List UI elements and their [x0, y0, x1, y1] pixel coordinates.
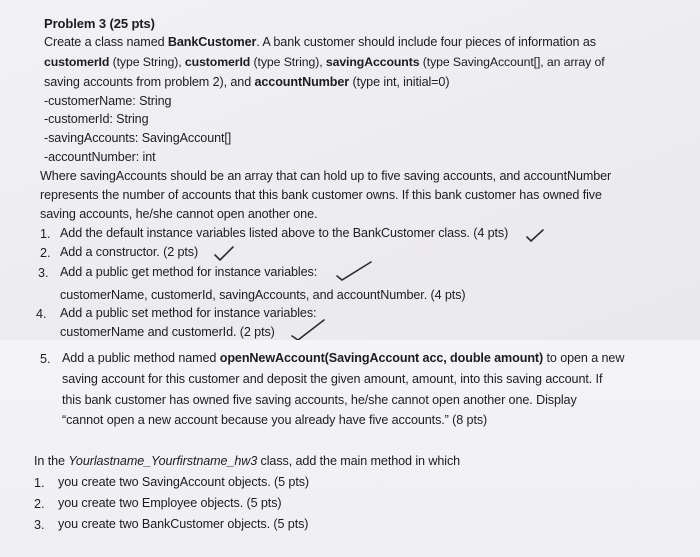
- field-name-bold: customerId: [44, 55, 110, 69]
- main-item-1-text: you create two SavingAccount objects. (5 pts): [58, 475, 310, 489]
- intro-text: (type SavingAccount[], an array of: [419, 55, 605, 69]
- intro-text: saving accounts from problem 2), and: [44, 75, 255, 89]
- item-number: 2.: [40, 246, 51, 260]
- main-intro-text: In the: [34, 454, 69, 468]
- main-intro-text: class, add the main method in which: [257, 454, 461, 468]
- item-5-text-line-1: [62, 352, 624, 365]
- field-customer-id: -customerId: String: [44, 112, 149, 126]
- main-intro: [34, 455, 460, 468]
- intro-text: (type String),: [250, 55, 326, 69]
- item-number: 5.: [40, 352, 51, 366]
- item-number: 2.: [34, 497, 45, 511]
- problem-title: Problem 3 (25 pts): [44, 16, 155, 31]
- description-line-3: saving accounts, he/she cannot open another one.: [40, 207, 318, 221]
- checkmark-icon: [335, 260, 373, 282]
- intro-text: (type int, initial=0): [349, 75, 450, 89]
- method-signature-bold: openNewAccount(SavingAccount acc, double amount): [219, 351, 544, 365]
- item-5-text: to open a new: [543, 351, 625, 365]
- intro-line-2: [44, 56, 605, 68]
- item-5-text-line-2: saving account for this customer and deposit the given amount, amount, into this saving account. If: [62, 372, 603, 386]
- item-4-text-line-1: Add a public set method for instance variables:: [60, 306, 317, 320]
- item-4-text-line-2: customerName and customerId. (2 pts): [60, 325, 275, 339]
- item-number: 1.: [40, 227, 51, 241]
- main-item-3-text: you create two BankCustomer objects. (5 pts): [58, 517, 309, 531]
- item-number: 3.: [38, 266, 49, 280]
- item-1-text: Add the default instance variables listed above to the BankCustomer class. (4 pts): [60, 226, 509, 240]
- item-2-text: Add a constructor. (2 pts): [60, 245, 199, 259]
- item-5-text-line-4: “cannot open a new account because you already have five accounts.” (8 pts): [62, 413, 488, 427]
- item-number: 1.: [34, 476, 45, 490]
- item-5-text-line-3: this bank customer has owned five saving accounts, he/she cannot open another one. Display: [62, 393, 577, 407]
- main-item-2-text: you create two Employee objects. (5 pts): [58, 496, 282, 510]
- class-name-bold: BankCustomer: [167, 35, 257, 49]
- description-line-1: Where savingAccounts should be an array that can hold up to five saving accounts, and accountNumber: [40, 169, 612, 183]
- field-name-bold: accountNumber: [254, 75, 350, 89]
- intro-text: (type String),: [109, 55, 185, 69]
- class-name-italic: Yourlastname_Yourfirstname_hw3: [68, 454, 258, 468]
- field-account-number: -accountNumber: int: [44, 150, 156, 164]
- checkmark-icon: [525, 228, 545, 244]
- item-5-text: Add a public method named: [62, 351, 220, 365]
- field-name-bold: savingAccounts: [325, 55, 420, 69]
- field-saving-accounts: -savingAccounts: SavingAccount[]: [44, 131, 232, 145]
- intro-text: Create a class named: [44, 35, 168, 49]
- item-3-text-line-1: Add a public get method for instance variables:: [60, 265, 318, 279]
- field-name-bold: customerId: [184, 55, 251, 69]
- item-number: 4.: [36, 307, 47, 321]
- field-customer-name: -customerName: String: [44, 94, 172, 108]
- checkmark-icon: [290, 318, 326, 342]
- description-line-2: represents the number of accounts that this bank customer owns. If this bank customer has owned five: [40, 188, 602, 202]
- intro-text: . A bank customer should include four pieces of information as: [256, 35, 596, 49]
- checkmark-icon: [213, 245, 235, 262]
- item-number: 3.: [34, 518, 45, 532]
- item-3-text-line-2: customerName, customerId, savingAccounts, and accountNumber. (4 pts): [60, 288, 466, 302]
- intro-line-3: [44, 76, 449, 89]
- intro-line-1: [44, 36, 596, 49]
